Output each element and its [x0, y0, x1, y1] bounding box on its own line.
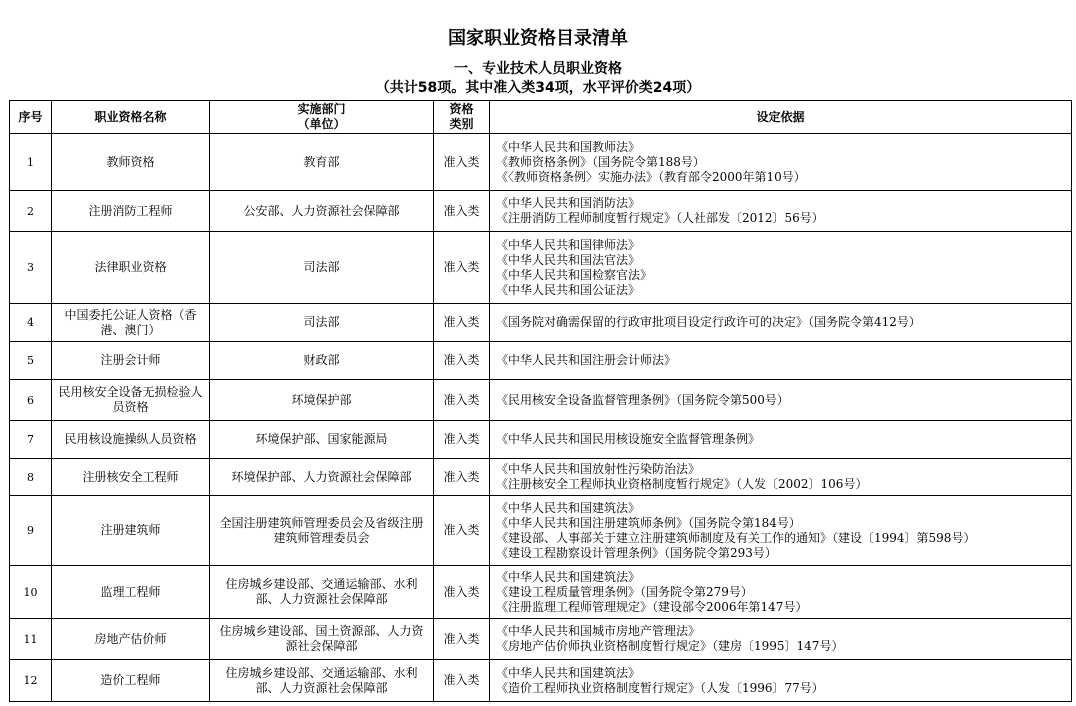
row-basis [490, 421, 1072, 459]
row-basis [490, 619, 1072, 660]
basis-line: 《建设工程质量管理条例》（国务院令第279号） [496, 584, 753, 599]
row-name: 房地产估价师 [52, 619, 210, 660]
row-name: 民用核设施操纵人员资格 [52, 421, 210, 459]
basis-line: 《中华人民共和国公证法》 [496, 282, 641, 297]
row-dept: 司法部 [210, 304, 434, 342]
basis-line: 《房地产估价师执业资格制度暂行规定》（建房〔1995〕147号） [496, 639, 844, 653]
row-dept: 财政部 [210, 342, 434, 380]
row-basis [490, 566, 1072, 619]
table-row [10, 421, 1072, 459]
row-seq: 1 [10, 134, 52, 191]
row-dept: 环境保护部、人力资源社会保障部 [210, 459, 434, 496]
row-category: 准入类 [434, 191, 490, 232]
page-title: 国家职业资格目录清单 [448, 28, 628, 49]
row-name: 中国委托公证人资格（香港、澳门） [52, 304, 210, 342]
row-name: 教师资格 [52, 134, 210, 191]
basis-line: 《注册核安全工程师执业资格制度暂行规定》（人发〔2002〕106号） [496, 477, 868, 491]
row-basis [490, 660, 1072, 702]
row-seq: 11 [10, 619, 52, 660]
basis-line: 《中华人民共和国注册建筑师条例》（国务院令第184号） [496, 515, 801, 530]
row-category: 准入类 [434, 566, 490, 619]
header-seq: 序号 [10, 101, 52, 134]
table-row [10, 380, 1072, 421]
table-row [10, 342, 1072, 380]
basis-line: 《中华人民共和国民用核设施安全监督管理条例》 [496, 432, 761, 446]
row-category: 准入类 [434, 304, 490, 342]
row-dept: 住房城乡建设部、交通运输部、水利部、人力资源社会保障部 [210, 660, 434, 702]
table-body [10, 134, 1072, 702]
row-dept: 全国注册建筑师管理委员会及省级注册建筑师管理委员会 [210, 496, 434, 566]
row-category: 准入类 [434, 232, 490, 304]
row-name: 注册建筑师 [52, 496, 210, 566]
header-name: 职业资格名称 [52, 101, 210, 134]
row-basis [490, 380, 1072, 421]
header-category [434, 101, 490, 134]
row-dept: 公安部、人力资源社会保障部 [210, 191, 434, 232]
basis-line: 《注册消防工程师制度暂行规定》（人社部发〔2012〕56号） [496, 211, 824, 225]
row-name: 注册会计师 [52, 342, 210, 380]
basis-line: 《注册监理工程师管理规定》（建设部令2006年第147号） [496, 599, 808, 614]
basis-line: 《中华人民共和国检察官法》 [496, 267, 653, 282]
row-basis [490, 134, 1072, 191]
table-row [10, 619, 1072, 660]
row-dept: 环境保护部、国家能源局 [210, 421, 434, 459]
row-dept: 环境保护部 [210, 380, 434, 421]
basis-line: 《造价工程师执业资格制度暂行规定》（人发〔1996〕77号） [496, 680, 824, 695]
section-summary: （共计58项。其中准入类34项，水平评价类24项） [375, 80, 701, 96]
basis-line: 《建设工程勘察设计管理条例》（国务院令第293号） [496, 545, 777, 560]
basis-line: 《中华人民共和国建筑法》 [496, 665, 641, 680]
table-header-row [10, 101, 1072, 134]
row-name: 造价工程师 [52, 660, 210, 702]
row-basis [490, 342, 1072, 380]
row-name: 监理工程师 [52, 566, 210, 619]
table-row [10, 660, 1072, 702]
basis-line: 《教师资格条例》（国务院令第188号） [496, 154, 705, 169]
header-basis: 设定依据 [490, 101, 1072, 134]
header-dept [210, 101, 434, 134]
row-dept: 教育部 [210, 134, 434, 191]
row-seq: 7 [10, 421, 52, 459]
table-row [10, 566, 1072, 619]
row-seq: 12 [10, 660, 52, 702]
header-category-line: 类别 [449, 117, 474, 131]
header-category-line: 资格 [449, 102, 474, 116]
basis-line: 《中华人民共和国放射性污染防治法》 [496, 462, 701, 476]
table-row [10, 232, 1072, 304]
row-category: 准入类 [434, 380, 490, 421]
row-category: 准入类 [434, 134, 490, 191]
basis-line: 《中华人民共和国法官法》 [496, 252, 641, 267]
basis-line: 《中华人民共和国建筑法》 [496, 500, 641, 515]
table-row [10, 134, 1072, 191]
header-dept-line: （单位） [297, 117, 346, 131]
table-row [10, 496, 1072, 566]
basis-line: 《〈教师资格条例〉实施办法》（教育部令2000年第10号） [496, 169, 806, 184]
row-category: 准入类 [434, 496, 490, 566]
row-basis [490, 191, 1072, 232]
table-row [10, 304, 1072, 342]
section-title: 一、专业技术人员职业资格 [454, 61, 622, 77]
header-dept-line: 实施部门 [297, 102, 346, 116]
basis-line: 《中华人民共和国注册会计师法》 [496, 353, 677, 367]
row-category: 准入类 [434, 619, 490, 660]
row-seq: 4 [10, 304, 52, 342]
row-seq: 5 [10, 342, 52, 380]
basis-line: 《中华人民共和国律师法》 [496, 237, 641, 252]
row-name: 注册消防工程师 [52, 191, 210, 232]
row-dept: 住房城乡建设部、交通运输部、水利部、人力资源社会保障部 [210, 566, 434, 619]
row-seq: 10 [10, 566, 52, 619]
row-category: 准入类 [434, 421, 490, 459]
basis-line: 《中华人民共和国城市房地产管理法》 [496, 624, 701, 638]
row-dept: 司法部 [210, 232, 434, 304]
row-category: 准入类 [434, 459, 490, 496]
row-dept: 住房城乡建设部、国土资源部、人力资源社会保障部 [210, 619, 434, 660]
basis-line: 《中华人民共和国消防法》 [496, 196, 641, 210]
row-basis [490, 304, 1072, 342]
row-name: 注册核安全工程师 [52, 459, 210, 496]
row-seq: 9 [10, 496, 52, 566]
basis-line: 《国务院对确需保留的行政审批项目设定行政许可的决定》（国务院令第412号） [496, 315, 921, 329]
row-basis [490, 459, 1072, 496]
table-row [10, 459, 1072, 496]
row-name: 法律职业资格 [52, 232, 210, 304]
row-category: 准入类 [434, 660, 490, 702]
row-seq: 6 [10, 380, 52, 421]
basis-line: 《民用核安全设备监督管理条例》（国务院令第500号） [496, 392, 789, 407]
qualification-table [9, 100, 1072, 702]
row-basis [490, 496, 1072, 566]
row-seq: 2 [10, 191, 52, 232]
row-seq: 8 [10, 459, 52, 496]
row-name: 民用核安全设备无损检验人员资格 [52, 380, 210, 421]
table-row [10, 191, 1072, 232]
row-basis [490, 232, 1072, 304]
basis-line: 《建设部、人事部关于建立注册建筑师制度及有关工作的通知》（建设〔1994〕第598号） [496, 530, 976, 545]
row-category: 准入类 [434, 342, 490, 380]
basis-line: 《中华人民共和国建筑法》 [496, 569, 641, 584]
basis-line: 《中华人民共和国教师法》 [496, 139, 641, 154]
row-seq: 3 [10, 232, 52, 304]
